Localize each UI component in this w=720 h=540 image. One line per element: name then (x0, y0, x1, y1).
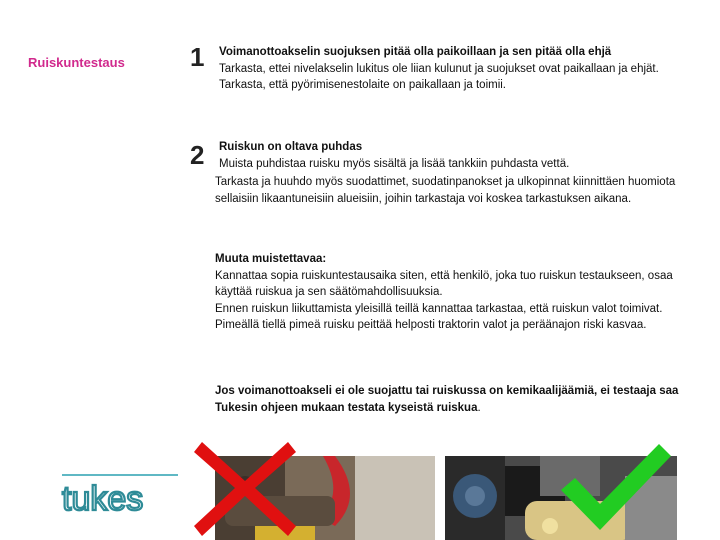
logo-text: tukes (62, 480, 144, 518)
notes-heading: Muuta muistettavaa: (215, 253, 327, 265)
logo-divider (62, 474, 178, 476)
notes-block (215, 251, 695, 334)
warning-block (215, 383, 695, 416)
section-title: Ruiskuntestaus (28, 55, 125, 70)
item-number-1: 1 (190, 42, 205, 72)
item-2-block (219, 139, 689, 172)
item-2-line-1: Muista puhdistaa ruisku myös sisältä ja lisää tankkiin puhdasta vettä. (219, 157, 570, 170)
item-2-detail (215, 174, 695, 207)
item-1-line-2: Tarkasta, että pyörimisenestolaite on paikallaan ja toimii. (219, 79, 507, 91)
green-check-icon (555, 440, 675, 540)
item-1-heading: Voimanottoakselin suojuksen pitää olla paikoillaan ja sen pitää olla ehjä (219, 46, 612, 58)
red-cross-icon (190, 436, 300, 540)
item-2-line-2: Tarkasta ja huuhdo myös suodattimet, suodatinpanokset ja ulkopinnat kiinnittäen huomiota sellaisiin likaantuneisiin alueisiin, joihin tarkastaja voi koskea tarkastuksen aikana. (215, 176, 676, 205)
item-1-line-1: Tarkasta, ettei nivelakselin lukitus ole liian kulunut ja suojukset ovat paikallaan ja ehjät. (219, 62, 659, 75)
item-2-heading: Ruiskun on oltava puhdas (219, 141, 363, 153)
notes-line-2: Ennen ruiskun liikuttamista yleisillä teillä kannattaa tarkastaa, että ruiskun valot toimivat. Pimeällä tiellä pimeä ruisku peittää helposti traktorin valot ja peräänajon riski kasvaa. (215, 302, 663, 331)
item-number-2: 2 (190, 140, 205, 170)
warning-text: Jos voimanottoakseli ei ole suojattu tai ruiskussa on kemikaalijäämiä, ei testaaja saa Tukesin ohjeen mukaan testata kyseistä ruiskua (215, 385, 679, 414)
warning-tail: . (477, 401, 481, 414)
tukes-logo (60, 478, 160, 522)
item-1-block (219, 44, 689, 94)
notes-line-1: Kannattaa sopia ruiskuntestausaika siten, että henkilö, joka tuo ruiskun testaukseen, osaa käyttää ruiskua ja sen säätömahdollisuuksia. (215, 269, 673, 298)
